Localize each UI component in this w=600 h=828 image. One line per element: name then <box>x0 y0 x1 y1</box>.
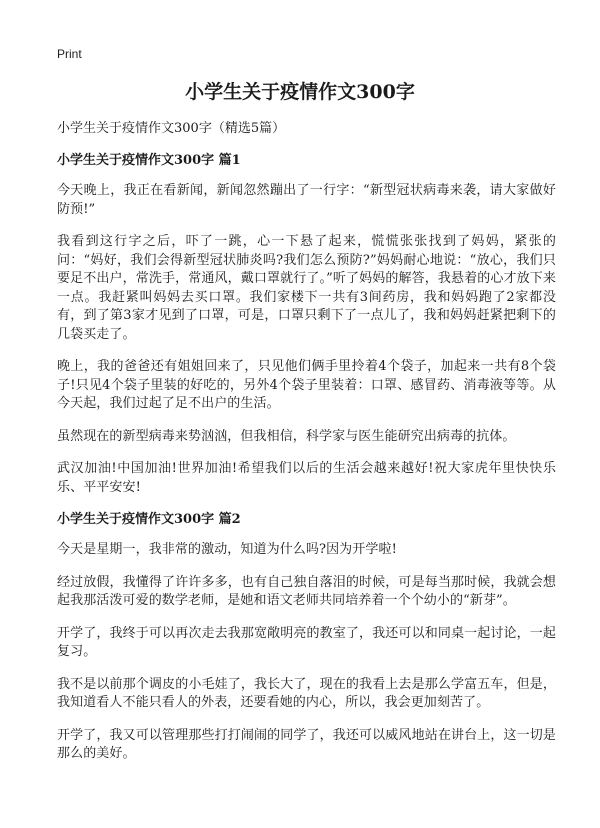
print-link[interactable]: Print <box>57 47 82 61</box>
paragraph: 开学了，我又可以管理那些打打闹闹的同学了，我还可以威风地站在讲台上，这一切是那么的美好。 <box>57 727 556 761</box>
paragraph: 今天是星期一，我非常的激动，知道为什么吗?因为开学啦! <box>57 542 397 557</box>
paragraph: 晚上，我的爸爸还有姐姐回来了，只见他们俩手里拎着4个袋子，加起来一共有8个袋子!只见4个袋子里装的好吃的，另外4个袋子里装着：口罩、感冒药、消毒液等等。从今天起，我们过起了足不出户的生活。 <box>57 359 556 411</box>
article-body <box>57 120 556 778</box>
paragraph: 今天晚上，我正在看新闻，新闻忽然蹦出了一行字：“新型冠状病毒来袭，请大家做好防预!” <box>57 183 556 217</box>
paragraph: 开学了，我终于可以再次走去我那宽敞明亮的教室了，我还可以和同桌一起讨论，一起复习。 <box>57 625 556 659</box>
paragraph: 武汉加油!中国加油!世界加油!希望我们以后的生活会越来越好!祝大家虎年里快快乐乐、平平安安! <box>57 461 556 495</box>
paragraph: 虽然现在的新型病毒来势汹汹，但我相信，科学家与医生能研究出病毒的抗体。 <box>57 428 516 444</box>
paragraph: 经过放假，我懂得了许许多多，也有自己独自落泪的时候，可是每当那时候，我就会想起我那活泼可爱的数学老师，是她和语文老师共同培养着一个个幼小的“新芽”。 <box>57 574 556 608</box>
page-title: 小学生关于疫情作文300字 <box>185 81 415 103</box>
paragraph: 我不是以前那个调皮的小毛娃了，我长大了，现在的我看上去是那么学富五车，但是，我知道看人不能只看人的外表，还要看她的内心，所以，我会更加刻苦了。 <box>57 676 556 710</box>
article-subtitle: 小学生关于疫情作文300字（精选5篇） <box>57 121 286 136</box>
section-heading-2: 小学生关于疫情作文300字 篇2 <box>57 512 241 527</box>
section-heading-1: 小学生关于疫情作文300字 篇1 <box>57 153 241 168</box>
paragraph: 我看到这行字之后，吓了一跳，心一下悬了起来，慌慌张张找到了妈妈，紧张的问：“妈好，我们会得新型冠状肺炎吗?我们怎么预防?”妈妈耐心地说：“放心，我们只要足不出户，常洗手，常通风，戴口罩就行了。”听了妈妈的解答，我悬着的心才放下来一点。我赶紧叫妈妈去买口罩。我们家楼下一共有3间药房，我和妈妈跑了2家都没有，到了第3家才见到了口罩，可是，口罩只剩下了一点儿了，我和妈妈赶紧把剩下的几袋买走了。 <box>57 234 556 342</box>
